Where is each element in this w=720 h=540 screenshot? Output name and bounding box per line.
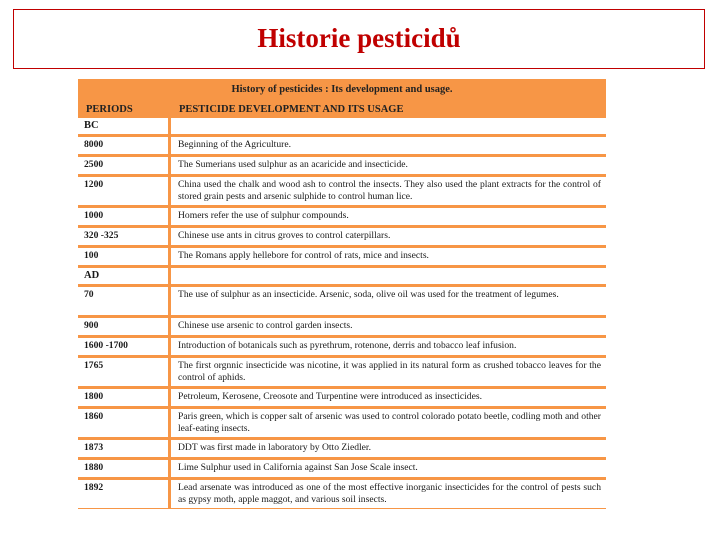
table-row xyxy=(78,228,606,248)
table-row xyxy=(78,460,606,480)
table-body xyxy=(78,118,606,509)
description-cell: Chinese use arsenic to control garden insects. xyxy=(171,318,606,335)
period-cell: BC xyxy=(78,118,168,134)
description-cell: Lime Sulphur used in California against San Jose Scale insect. xyxy=(171,460,606,477)
description-cell xyxy=(171,268,606,284)
description-cell: China used the chalk and wood ash to control the insects. They also used the plant extracts for the control of stored grain pests and arsenic sulphide to control human lice. xyxy=(171,177,606,205)
period-cell: 320 -325 xyxy=(78,228,168,245)
description-cell: Lead arsenate was introduced as one of the most effective inorganic insecticides for the control of pests such as gypsy moth, apple maggot, and various soil insects. xyxy=(171,480,606,508)
period-cell: AD xyxy=(78,268,168,284)
period-cell: 1600 -1700 xyxy=(78,338,168,355)
table-row xyxy=(78,248,606,268)
table-row xyxy=(78,480,606,509)
description-cell: The Romans apply hellebore for control of rats, mice and insects. xyxy=(171,248,606,265)
table-row xyxy=(78,157,606,177)
description-cell: The first orgnnic insecticide was nicotine, it was applied in its natural form as crushed tobacco leaves for the control of aphids. xyxy=(171,358,606,386)
period-cell: 2500 xyxy=(78,157,168,174)
description-cell: The Sumerians used sulphur as an acaricide and insecticide. xyxy=(171,157,606,174)
period-cell: 8000 xyxy=(78,137,168,154)
period-cell: 1892 xyxy=(78,480,168,508)
table-row xyxy=(78,409,606,440)
period-cell: 1860 xyxy=(78,409,168,437)
period-cell: 1000 xyxy=(78,208,168,225)
description-cell xyxy=(171,118,606,134)
period-cell: 1765 xyxy=(78,358,168,386)
description-cell: The use of sulphur as an insecticide. Arsenic, soda, olive oil was used for the treatment of legumes. xyxy=(171,287,606,315)
table-row xyxy=(78,118,606,137)
table-row xyxy=(78,389,606,409)
slide-title: Historie pesticidů xyxy=(257,23,461,53)
table-row xyxy=(78,268,606,287)
period-cell: 1200 xyxy=(78,177,168,205)
description-cell: Introduction of botanicals such as pyrethrum, rotenone, derris and tobacco leaf infusion. xyxy=(171,338,606,355)
period-cell: 1880 xyxy=(78,460,168,477)
table-row xyxy=(78,287,606,318)
table-row xyxy=(78,208,606,228)
description-cell: Paris green, which is copper salt of arsenic was used to control colorado potato beetle, codling moth and other leaf-eating insects. xyxy=(171,409,606,437)
table-caption: History of pesticides : Its development and usage. xyxy=(231,84,453,95)
column-header-development: PESTICIDE DEVELOPMENT AND ITS USAGE xyxy=(179,104,404,115)
table-row xyxy=(78,338,606,358)
table-row xyxy=(78,137,606,157)
period-cell: 1873 xyxy=(78,440,168,457)
period-cell: 70 xyxy=(78,287,168,315)
table-row xyxy=(78,358,606,389)
description-cell: Chinese use ants in citrus groves to control caterpillars. xyxy=(171,228,606,245)
table-header xyxy=(78,79,606,118)
description-cell: DDT was first made in laboratory by Otto Ziedler. xyxy=(171,440,606,457)
description-cell: Petroleum, Kerosene, Creosote and Turpentine were introduced as insecticides. xyxy=(171,389,606,406)
description-cell: Homers refer the use of sulphur compounds. xyxy=(171,208,606,225)
column-header-periods: PERIODS xyxy=(86,104,133,115)
table-row xyxy=(78,318,606,338)
table-row xyxy=(78,177,606,208)
period-cell: 1800 xyxy=(78,389,168,406)
period-cell: 900 xyxy=(78,318,168,335)
description-cell: Beginning of the Agriculture. xyxy=(171,137,606,154)
slide-title-box xyxy=(13,9,705,69)
period-cell: 100 xyxy=(78,248,168,265)
table-row xyxy=(78,440,606,460)
pesticide-history-table xyxy=(78,79,606,509)
